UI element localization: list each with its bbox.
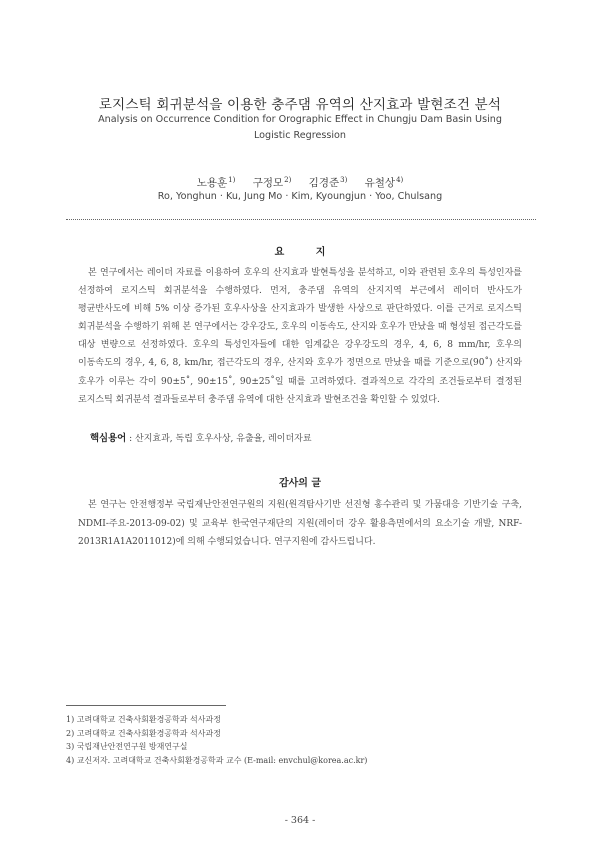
keywords-line bbox=[90, 430, 530, 444]
paper-title-korean: 로지스틱 회귀분석을 이용한 충주댐 유역의 산지효과 발현조건 분석 bbox=[98, 97, 502, 113]
footnote-item: 1) 고려대학교 건축사회환경공학과 석사과정 bbox=[66, 715, 221, 724]
author-name: 김경준 bbox=[308, 177, 340, 189]
paper-title-english: Analysis on Occurrence Condition for Orographic Effect in Chungju Dam Basin Using Logistic Regression bbox=[98, 114, 502, 141]
footnote-divider bbox=[66, 705, 226, 706]
author-footnote-mark: 2) bbox=[284, 176, 292, 184]
author-footnote-mark: 4) bbox=[396, 176, 404, 184]
author-footnote-mark: 1) bbox=[228, 176, 236, 184]
acknowledgment-body: 본 연구는 안전행정부 국립재난안전연구원의 지원(원격탐사기반 선진형 홍수관리 및 가뭄대응 기반기술 구축, NDMI-주요-2013-09-02) 및 교육부 한국연구재단의 지원(레이더 강우 활용측면에서의 요소기술 개발, NRF-2013R1A1A2011012)에 의해 수행되었습니다. 연구지원에 감사드립니다. bbox=[78, 500, 522, 547]
footnote-item: 3) 국립재난안전연구원 방재연구실 bbox=[66, 742, 188, 752]
abstract-heading: 요 지 bbox=[274, 247, 340, 258]
author-list-korean bbox=[0, 175, 600, 190]
abstract-body: 본 연구에서는 레이더 자료를 이용하여 호우의 산지효과 발현특성을 분석하고, 이와 관련된 호우의 특성인자를 선정하여 로지스틱 회귀분석을 수행하였다. 먼저, 충주댐 유역의 산지지역 부근에서 레이더 반사도가 평균반사도에 비해 5% 이상 증가된 호우사상을 산지효과가 발생한 사상으로 판단하였다. 이를 근거로 로지스틱 회귀분석을 수행하기 위해 본 연구에서는 강우강도, 호우의 이동속도, 산지와 호우가 만났을 때 형성된 접근각도를 대상 변량으로 선정하였다. 호우의 특성인자들에 대한 임계값은 강우강도의 경우, 4, 6, 8 mm/hr, 호우의 이동속도의 경우, 4, 6, 8, km/hr, 접근각도의 경우, 산지와 호우가 정면으로 만났을 때를 기준으로(90˚) 산지와 호우가 이루는 각이 90±5˚, 90±15˚, 90±25˚일 때를 고려하였다. 결과적으로 각각의 조건들로부터 결정된 로지스틱 회귀분석 결과들로부터 충주댐 유역에 대한 산지효과 발현조건을 확인할 수 있었다. bbox=[78, 268, 522, 405]
keywords-values: : 산지효과, 독립 호우사상, 유출율, 레이더자료 bbox=[129, 434, 312, 444]
header-divider bbox=[66, 219, 536, 220]
author-footnote-mark: 3) bbox=[340, 176, 348, 184]
acknowledgment-heading: 감사의 글 bbox=[278, 478, 322, 489]
author-name: 유철상 bbox=[364, 177, 396, 189]
keywords-label: 핵심용어 bbox=[90, 433, 127, 444]
footnote-list bbox=[66, 713, 536, 767]
footnote-item: 4) 교신저자. 고려대학교 건축사회환경공학과 교수 (E-mail: envchul@korea.ac.kr) bbox=[66, 755, 368, 765]
author-name: 노용훈 bbox=[196, 177, 228, 189]
footnote-item: 2) 고려대학교 건축사회환경공학과 석사과정 bbox=[66, 728, 221, 738]
author-name: 구정모 bbox=[252, 177, 284, 189]
author-list-english: Ro, Yonghun · Ku, Jung Mo · Kim, Kyoungjun · Yoo, Chulsang bbox=[157, 191, 443, 202]
page-number: - 364 - bbox=[284, 815, 316, 826]
